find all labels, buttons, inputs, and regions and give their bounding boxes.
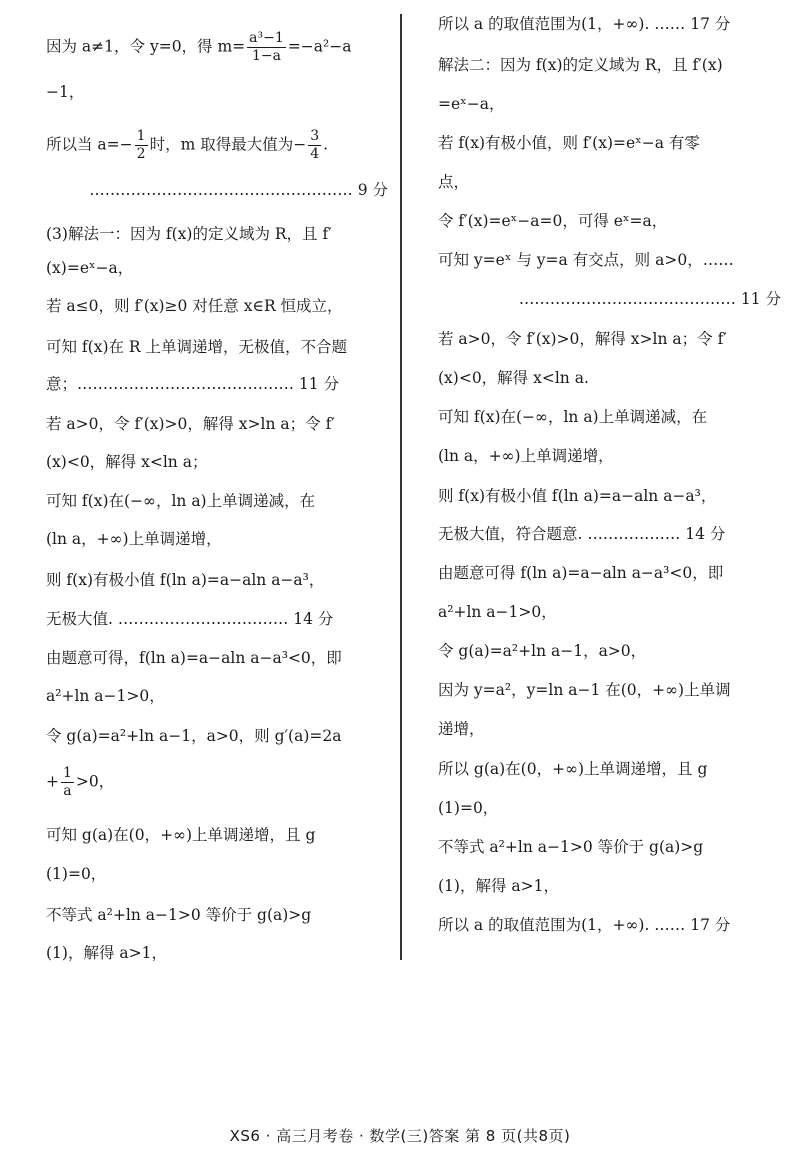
score-line: 意；…………………………………… 11 分 <box>46 375 340 393</box>
text-line: 令 g(a)=a²+ln a−1，a>0， <box>438 642 647 660</box>
text-line: 可知 f(x)在(−∞，ln a)上单调递减，在 <box>438 408 708 426</box>
text-line: 可知 f(x)在 R 上单调递增，无极值，不合题 <box>46 338 348 356</box>
text-line: 所以当 a=− $\frac{1}{2}$ 时，m 取得最大值为− $\frac{3}{4}$ . <box>46 128 329 162</box>
page-footer: XS6 · 高三月考卷 · 数学(三)答案 第 8 页(共8页) <box>229 1127 571 1145</box>
text-line: 若 a>0，令 f′(x)>0，解得 x>ln a；令 f′ <box>438 330 727 348</box>
score-line: …………………………………… 11 分 <box>518 290 781 308</box>
text-line: 因为 y=a²，y=ln a−1 在(0，+∞)上单调 <box>438 681 731 699</box>
text-line: (x)<0，解得 x<ln a； <box>46 453 208 471</box>
text-line: 若 f(x)有极小值，则 f′(x)=eˣ−a 有零 <box>438 134 700 152</box>
text-line: 递增， <box>438 720 485 738</box>
fraction: $\frac{\text{a³−1}}{1-a}$ <box>249 30 284 64</box>
text-line: 若 a>0，令 f′(x)>0，解得 x>ln a；令 f′ <box>46 415 335 433</box>
text-line: 可知 y=eˣ 与 y=a 有交点，则 a>0，…… <box>438 251 734 269</box>
text-line: 不等式 a²+ln a−1>0 等价于 g(a)>g <box>438 838 704 856</box>
text-line: (x)=eˣ−a， <box>46 259 134 277</box>
text-line: 因为 a≠1，令 y=0，得 m= $\frac{\text{a³−1}}{1-a}$ =−a²−a <box>46 30 352 64</box>
text-line: (1)=0， <box>46 865 107 883</box>
text-line: (x)<0，解得 x<ln a. <box>438 369 589 387</box>
text-line: 所以 g(a)在(0，+∞)上单调递增，且 g <box>438 760 708 778</box>
text-line: a²+ln a−1>0， <box>438 603 557 621</box>
score-line: 所以 a 的取值范围为(1，+∞). …… 17 分 <box>438 916 731 934</box>
score-line: 无极大值. …………………………… 14 分 <box>46 610 334 628</box>
text-line: 令 g(a)=a²+ln a−1，a>0，则 g′(a)=2a <box>46 727 342 745</box>
column-divider <box>400 14 402 960</box>
text-line: + $\frac{1}{a}$ >0， <box>46 765 115 799</box>
text-line: −1， <box>46 83 85 101</box>
text-line: 解法二：因为 f(x)的定义域为 R，且 f′(x) <box>438 56 723 74</box>
fraction: $\frac{1}{2}$ <box>136 128 146 162</box>
score-line: 无极大值，符合题意. ……………… 14 分 <box>438 525 726 543</box>
text-line: 点， <box>438 173 470 191</box>
score-line: 所以 a 的取值范围为(1，+∞). …… 17 分 <box>438 15 731 33</box>
text-line: (3)解法一：因为 f(x)的定义域为 R，且 f′ <box>46 225 332 243</box>
fraction: $\frac{1}{a}$ <box>63 765 72 799</box>
text-line: 可知 f(x)在(−∞，ln a)上单调递减，在 <box>46 492 316 510</box>
text-line: 由题意可得，f(ln a)=a−aln a−a³<0，即 <box>46 649 342 667</box>
text-line: 则 f(x)有极小值 f(ln a)=a−aln a−a³， <box>46 571 325 589</box>
text-line: (1)=0， <box>438 799 499 817</box>
text-line: 则 f(x)有极小值 f(ln a)=a−aln a−a³， <box>438 487 717 505</box>
text-line: 令 f′(x)=eˣ−a=0，可得 eˣ=a， <box>438 212 668 230</box>
text-line: 不等式 a²+ln a−1>0 等价于 g(a)>g <box>46 906 312 924</box>
fraction: $\frac{3}{4}$ <box>310 128 320 162</box>
score-line: …………………………………………… 9 分 <box>89 181 388 199</box>
text-line: (1)，解得 a>1， <box>438 877 559 895</box>
text-line: (1)，解得 a>1， <box>46 944 167 962</box>
text-line: 若 a≤0，则 f′(x)≥0 对任意 x∈R 恒成立， <box>46 297 343 315</box>
text-line: 由题意可得 f(ln a)=a−aln a−a³<0，即 <box>438 564 724 582</box>
text-line: (ln a，+∞)上单调递增， <box>438 447 614 465</box>
text-line: =eˣ−a， <box>438 95 505 113</box>
text-line: (ln a，+∞)上单调递增， <box>46 530 222 548</box>
text-line: 可知 g(a)在(0，+∞)上单调递增，且 g <box>46 826 316 844</box>
text-line: a²+ln a−1>0， <box>46 687 165 705</box>
